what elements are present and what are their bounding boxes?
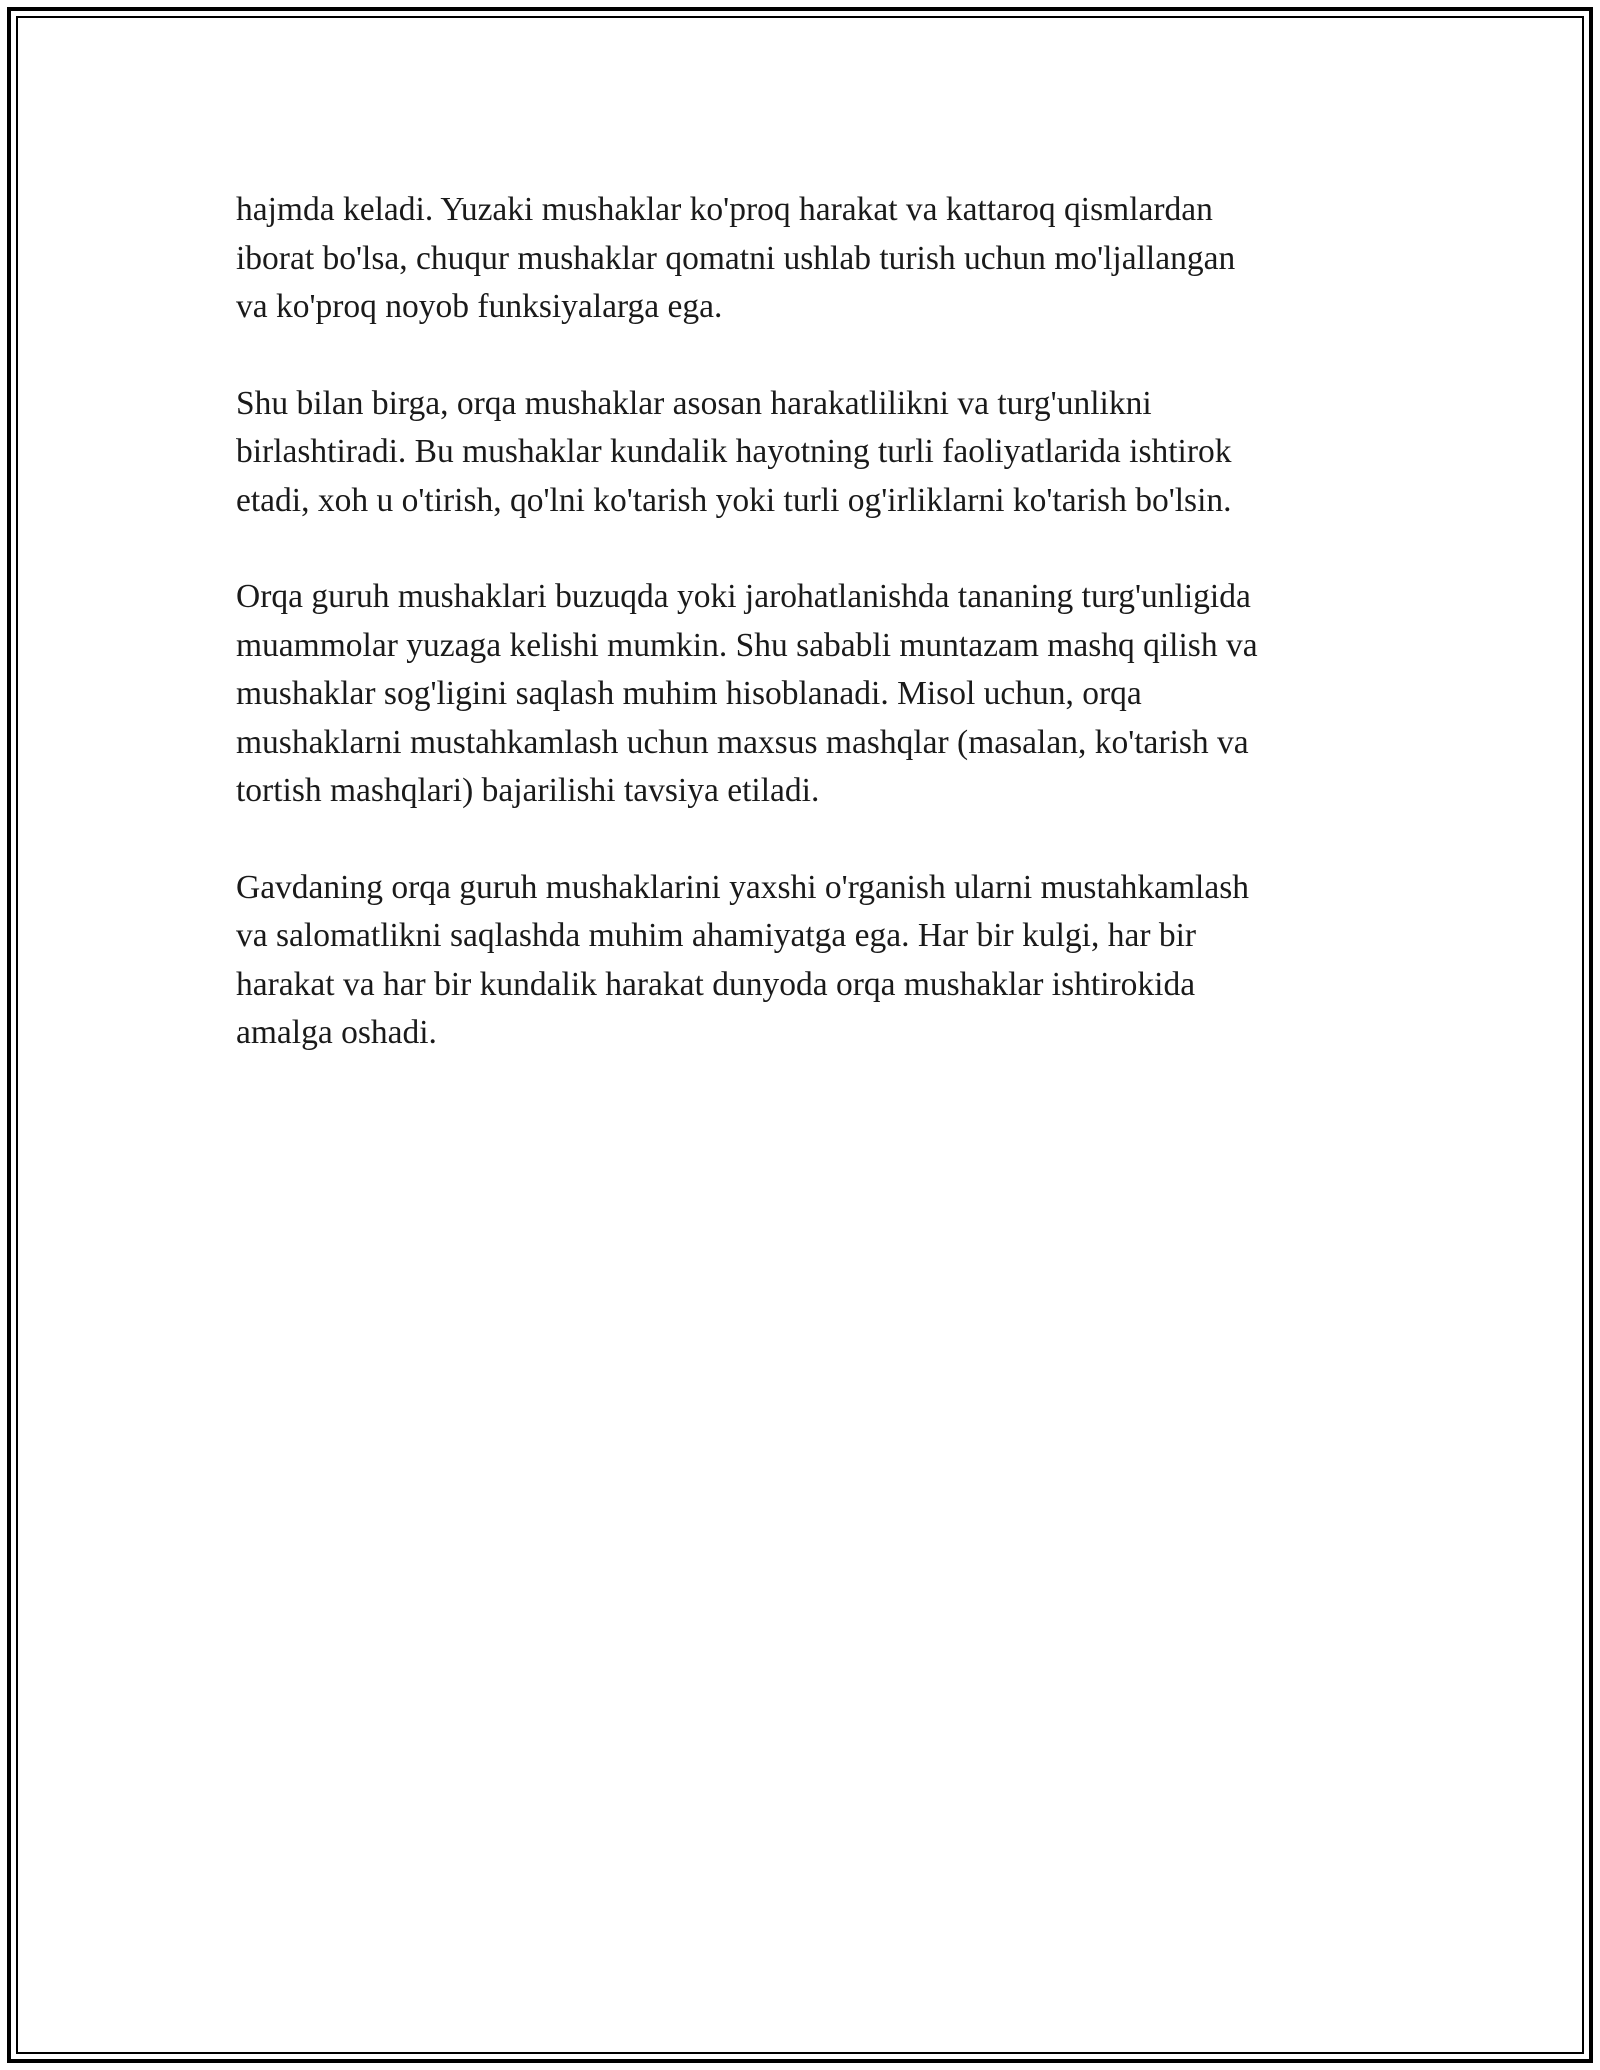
text-line: Orqa guruh mushaklari buzuqda yoki jarohatlanishda tananing turg'unligida: [236, 578, 1251, 615]
paragraph-1: [236, 186, 1366, 332]
text-line: hajmda keladi. Yuzaki mushaklar ko'proq harakat va kattaroq qismlardan: [236, 191, 1213, 228]
text-line: Shu bilan birga, orqa mushaklar asosan harakatlilikni va turg'unlikni: [236, 384, 1152, 422]
text-line: tortish mashqlari) bajarilishi tavsiya etiladi.: [236, 772, 820, 809]
text-line: iborat bo'lsa, chuqur mushaklar qomatni ushlab turish uchun mo'ljallangan: [236, 239, 1236, 277]
text-line: Gavdaning orqa guruh mushaklarini yaxshi o'rganish ularni mustahkamlash: [236, 868, 1250, 906]
text-line: amalga oshadi.: [236, 1014, 437, 1051]
text-line: va ko'proq noyob funksiyalarga ega.: [236, 288, 723, 325]
text-line: birlashtiradi. Bu mushaklar kundalik hayotning turli faoliyatlarida ishtirok: [236, 433, 1232, 470]
text-line: etadi, xoh u o'tirish, qo'lni ko'tarish yoki turli og'irliklarni ko'tarish bo'lsin.: [236, 481, 1232, 519]
text-line: harakat va har bir kundalik harakat dunyoda orqa mushaklar ishtirokida: [236, 965, 1196, 1003]
text-line: mushaklar sog'ligini saqlash muhim hisoblanadi. Misol uchun, orqa: [236, 675, 1142, 712]
text-line: va salomatlikni saqlashda muhim ahamiyatga ega. Har bir kulgi, har bir: [236, 917, 1197, 954]
text-line: muammolar yuzaga kelishi mumkin. Shu sababli muntazam mashq qilish va: [236, 626, 1258, 664]
paragraph-3: [236, 573, 1366, 816]
text-line: mushaklarni mustahkamlash uchun maxsus mashqlar (masalan, ko'tarish va: [236, 723, 1249, 761]
paragraph-4: [236, 864, 1366, 1058]
document-body: [236, 186, 1366, 1106]
paragraph-2: [236, 380, 1366, 526]
